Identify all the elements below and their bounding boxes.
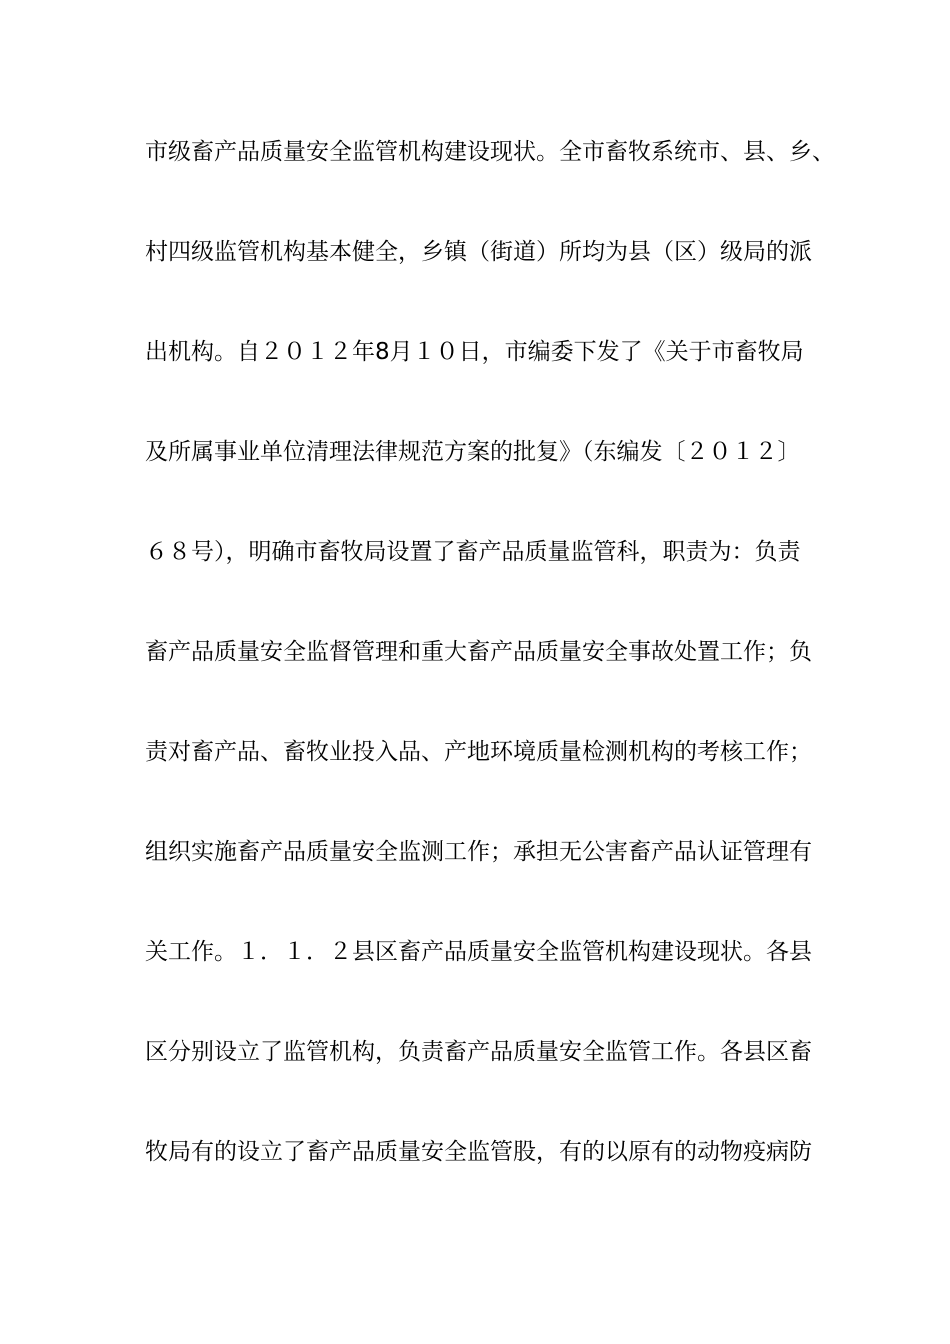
text-line-1: 市级畜产品质量安全监管机构建设现状。全市畜牧系统市、县、乡、 (145, 139, 835, 165)
text-line-4: 及所属事业单位清理法律规范方案的批复》（东编发〔２０１２〕 (145, 439, 801, 465)
text-line-2: 村四级监管机构基本健全，乡镇（街道）所均为县（区）级局的派 (145, 239, 812, 265)
text-line-5: ６８号），明确市畜牧局设置了畜产品质量监管科，职责为：负责 (145, 539, 801, 565)
text-line-8: 组织实施畜产品质量安全监测工作；承担无公害畜产品认证管理有 (145, 839, 812, 865)
text-line-9: 关工作。１．１．２县区畜产品质量安全监管机构建设现状。各县 (145, 939, 812, 965)
text-line-10: 区分别设立了监管机构，负责畜产品质量安全监管工作。各县区畜 (145, 1039, 812, 1065)
text-line-6: 畜产品质量安全监督管理和重大畜产品质量安全事故处置工作；负 (145, 639, 812, 665)
body-text (145, 128, 865, 1228)
text-line-7: 责对畜产品、畜牧业投入品、产地环境质量检测机构的考核工作； (145, 739, 812, 765)
text-line-3: 出机构。自２０１２年8月１０日，市编委下发了《关于市畜牧局 (145, 339, 804, 365)
text-line-11: 牧局有的设立了畜产品质量安全监管股，有的以原有的动物疫病防 (145, 1139, 812, 1165)
